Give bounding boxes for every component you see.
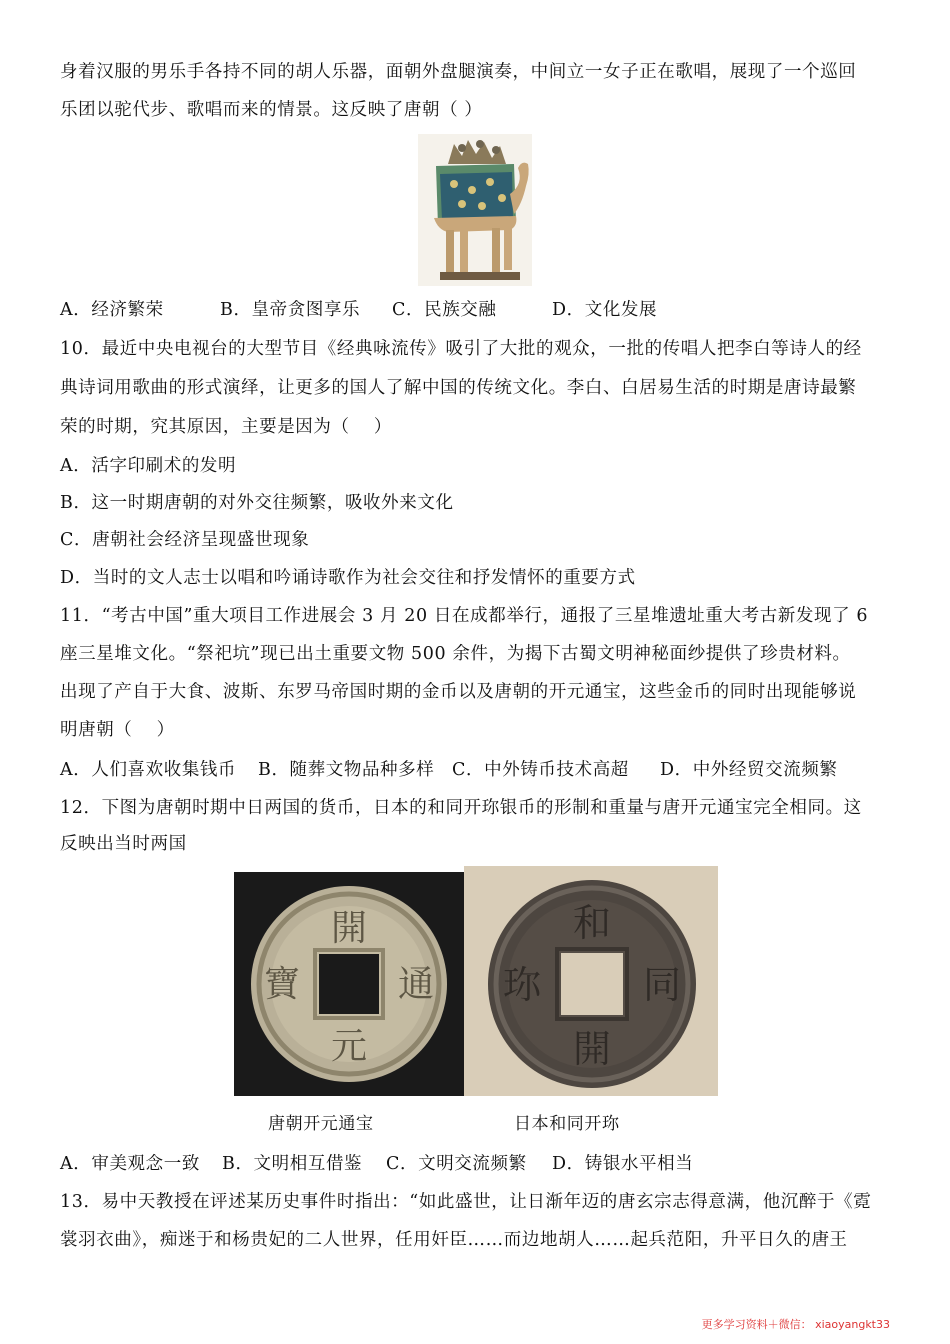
q13-line-1: 13．易中天教授在评述某历史事件时指出：“如此盛世，让日渐年迈的唐玄宗志得意满，他沉醉于《霓: [60, 1192, 872, 1212]
coin1-char-top: 開: [330, 908, 368, 949]
coin1-char-bottom: 元: [330, 1026, 368, 1067]
q10-option-a: A．活字印刷术的发明: [60, 456, 237, 476]
coin2-char-top: 和: [572, 901, 612, 945]
kaiyuan-tongbao-coin-image: [234, 872, 464, 1096]
q11-option-d: D．中外经贸交流频繁: [660, 760, 838, 780]
q11-option-a: A．人们喜欢收集钱币: [60, 760, 237, 780]
q11-line-3: 出现了产自于大食、波斯、东罗马帝国时期的金币以及唐朝的开元通宝，这些金币的同时出现能够说: [60, 682, 857, 702]
coin2-caption: 日本和同开珎: [514, 1114, 620, 1134]
q12-option-d: D．铸银水平相当: [552, 1154, 694, 1174]
coin1-caption: 唐朝开元通宝: [268, 1114, 374, 1134]
q9-option-c: C．民族交融: [392, 300, 497, 320]
coin2-char-bottom: 開: [572, 1027, 612, 1071]
q10-option-c: C．唐朝社会经济呈现盛世现象: [60, 530, 310, 550]
q12-line-1: 12．下图为唐朝时期中日两国的货币，日本的和同开珎银币的形制和重量与唐开元通宝完全相同。这: [60, 798, 862, 818]
q13-line-2: 裳羽衣曲》，痴迷于和杨贵妃的二人世界，任用奸臣……而边地胡人……起兵范阳，升平日久的唐王: [60, 1230, 848, 1250]
q9-intro-line-2: 乐团以驼代步、歌唱而来的情景。这反映了唐朝（ ）: [60, 100, 483, 120]
q11-option-b: B．随葬文物品种多样: [258, 760, 435, 780]
footer-note: 更多学习资料＋微信： xiaoyangkt33: [701, 1318, 890, 1331]
coin2-char-left: 珎: [502, 963, 542, 1007]
q12-option-b: B．文明相互借鉴: [222, 1154, 363, 1174]
q10-line-3: 荣的时期，究其原因，主要是因为（ ）: [60, 417, 392, 437]
q10-option-b: B．这一时期唐朝的对外交往频繁，吸收外来文化: [60, 493, 454, 513]
q11-line-4: 明唐朝（ ）: [60, 720, 175, 740]
q11-option-c: C．中外铸币技术高超: [452, 760, 629, 780]
q10-line-2: 典诗词用歌曲的形式演绎，让更多的国人了解中国的传统文化。李白、白居易生活的时期是唐诗最繁: [60, 378, 857, 398]
q10-option-d: D．当时的文人志士以唱和吟诵诗歌作为社会交往和抒发情怀的重要方式: [60, 568, 636, 588]
tang-camel-figurine-image: [418, 134, 532, 286]
coin2-char-right: 同: [642, 963, 682, 1007]
wado-kaichin-coin-image: [464, 866, 718, 1096]
q10-line-1: 10．最近中央电视台的大型节目《经典咏流传》吸引了大批的观众，一批的传唱人把李白等诗人的经: [60, 339, 862, 359]
coin1-char-left: 寶: [263, 964, 301, 1005]
q11-line-1: 11．“考古中国”重大项目工作进展会 3 月 20 日在成都举行，通报了三星堆遗址重大考古新发现了 6: [60, 606, 869, 626]
q9-option-b: B．皇帝贪图享乐: [220, 300, 361, 320]
q12-option-c: C．文明交流频繁: [386, 1154, 527, 1174]
q12-line-2: 反映出当时两国: [60, 834, 187, 854]
q12-option-a: A．审美观念一致: [60, 1154, 200, 1174]
q9-intro-line-1: 身着汉服的男乐手各持不同的胡人乐器，面朝外盘腿演奏，中间立一女子正在歌唱，展现了一个巡回: [60, 62, 857, 82]
q11-line-2: 座三星堆文化。“祭祀坑”现已出土重要文物 500 余件，为揭下古蜀文明神秘面纱提供了珍贵材料。: [60, 644, 851, 664]
coin1-char-right: 通: [397, 964, 435, 1005]
q9-option-d: D．文化发展: [552, 300, 658, 320]
q9-option-a: A．经济繁荣: [60, 300, 164, 320]
